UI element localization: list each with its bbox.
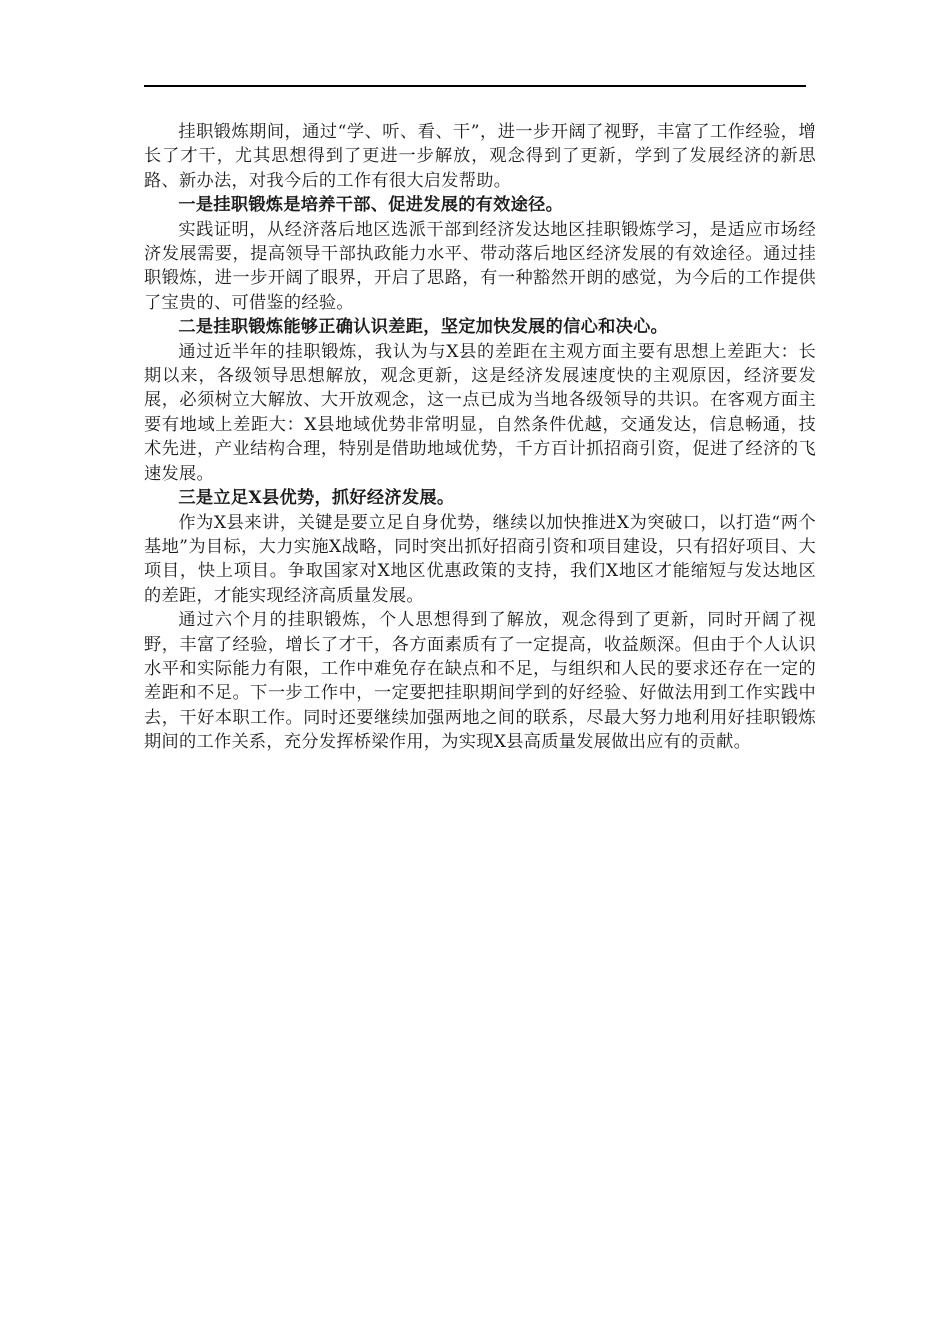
section-heading-1: 一是挂职锻炼是培养干部、促进发展的有效途径。 <box>178 195 564 216</box>
paragraph-intro: 挂职锻炼期间，通过“学、听、看、干”，进一步开阔了视野，丰富了工作经验，增长了才干，尤其思想得到了更进一步解放，观念得到了更新，学到了发展经济的新思路、新办法，对我今后的工作有很大启发帮助。 <box>144 122 816 191</box>
paragraph-conclusion: 通过六个月的挂职锻炼，个人思想得到了解放，观念得到了更新，同时开阔了视野，丰富了经验，增长了才干，各方面素质有了一定提高，收益颇深。但由于个人认识水平和实际能力有限，工作中难免存在缺点和不足，与组织和人民的要求还存在一定的差距和不足。下一步工作中，一定要把挂职期间学到的好经验、好做法用到工作实践中去，干好本职工作。同时还要继续加强两地之间的联系，尽最大努力地利用好挂职锻炼期间的工作关系，充分发挥桥梁作用，为实现X县高质量发展做出应有的贡献。 <box>144 610 816 753</box>
paragraph-section-3: 作为X县来讲，关键是要立足自身优势，继续以加快推进X为突破口，以打造“两个基地”为目标，大力实施X战略，同时突出抓好招商引资和项目建设，只有招好项目、大项目，快上项目。争取国家对X地区优惠政策的支持，我们X地区才能缩短与发达地区的差距，才能实现经济高质量发展。 <box>144 512 816 606</box>
paragraph-section-2: 通过近半年的挂职锻炼，我认为与X县的差距在主观方面主要有思想上差距大：长期以来，各级领导思想解放，观念更新，这是经济发展速度快的主观原因，经济要发展，必须树立大解放、大开放观念，这一点已成为当地各级领导的共识。在客观方面主要有地域上差距大：X县地域优势非常明显，自然条件优越，交通发达，信息畅通，技术先进，产业结构合理，特别是借助地域优势，千方百计抓招商引资，促进了经济的飞速发展。 <box>144 341 816 484</box>
document-body <box>144 120 816 755</box>
header-rule <box>144 85 806 87</box>
paragraph-section-1: 实践证明，从经济落后地区选派干部到经济发达地区挂职锻炼学习，是适应市场经济发展需要，提高领导干部执政能力水平、带动落后地区经济发展的有效途径。通过挂职锻炼，进一步开阔了眼界，开启了思路，有一种豁然开朗的感觉，为今后的工作提供了宝贵的、可借鉴的经验。 <box>144 219 816 313</box>
section-heading-3: 三是立足X县优势，抓好经济发展。 <box>178 488 455 509</box>
section-heading-2: 二是挂职锻炼能够正确认识差距，坚定加快发展的信心和决心。 <box>178 317 669 338</box>
